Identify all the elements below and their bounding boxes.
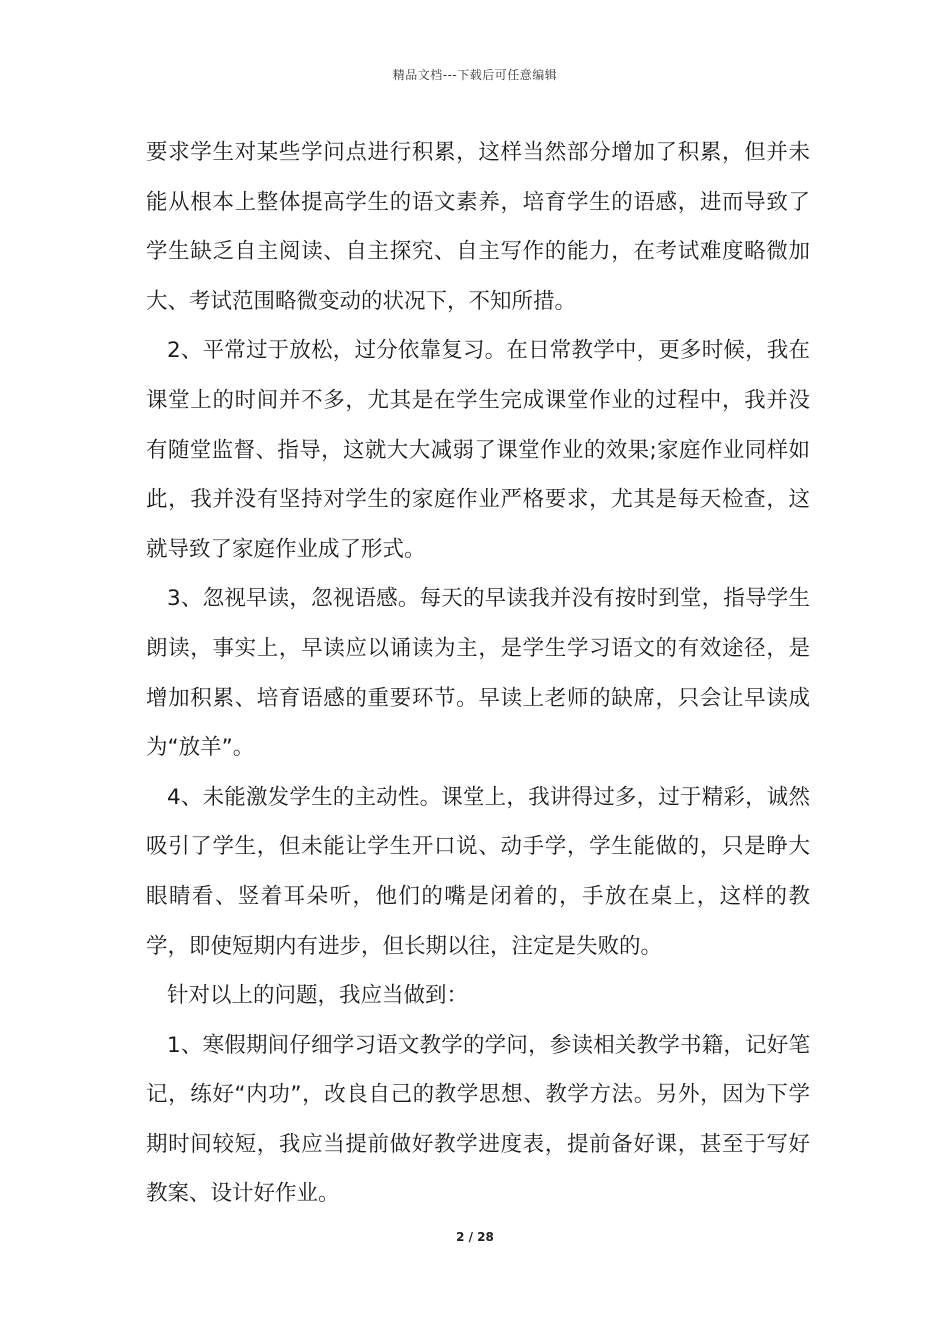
paragraph-point-2: 2、平常过于放松，过分依靠复习。在日常教学中，更多时候，我在课堂上的时间并不多，尤其是在学生完成课堂作业的过程中，我并没有随堂监督、指导，这就大大减弱了课堂作业的效果;家庭作业同样如此，我并没有坚持对学生的家庭作业严格要求，尤其是每天检查，这就导致了家庭作业成了形式。: [146, 338, 810, 562]
paragraph-continuation: 要求学生对某些学问点进行积累，这样当然部分增加了积累，但并未能从根本上整体提高学生的语文素养，培育学生的语感，进而导致了学生缺乏自主阅读、自主探究、自主写作的能力，在考试难度略微加大、考试范围略微变动的状况下，不知所措。: [146, 140, 810, 314]
paragraph-remedy-1: 1、寒假期间仔细学习语文教学的学问，参读相关教学书籍，记好笔记，练好“内功”，改良自己的教学思想、教学方法。另外，因为下学期时间较短，我应当提前做好教学进度表，提前备好课，甚至于写好教案、设计好作业。: [146, 1032, 810, 1207]
paragraph-point-4: 4、未能激发学生的主动性。课堂上，我讲得过多，过于精彩，诚然吸引了学生，但未能让学生开口说、动手学，学生能做的，只是睁大眼睛看、竖着耳朵听，他们的嘴是闭着的，手放在桌上，这样的教学，即使短期内有进步，但长期以往，注定是失败的。: [146, 784, 810, 959]
paragraph-remedy-intro: 针对以上的问题，我应当做到：: [167, 983, 469, 1009]
page-number: 2 / 28: [456, 1230, 494, 1244]
document-body: [146, 128, 810, 1219]
page-header: 精品文档---下载后可任意编辑: [392, 68, 558, 82]
paragraph-point-3: 3、忽视早读，忽视语感。每天的早读我并没有按时到堂，指导学生朗读，事实上，早读应以诵读为主，是学生学习语文的有效途径，是增加积累、培育语感的重要环节。早读上老师的缺席，只会让早读成为“放羊”。: [146, 586, 810, 761]
